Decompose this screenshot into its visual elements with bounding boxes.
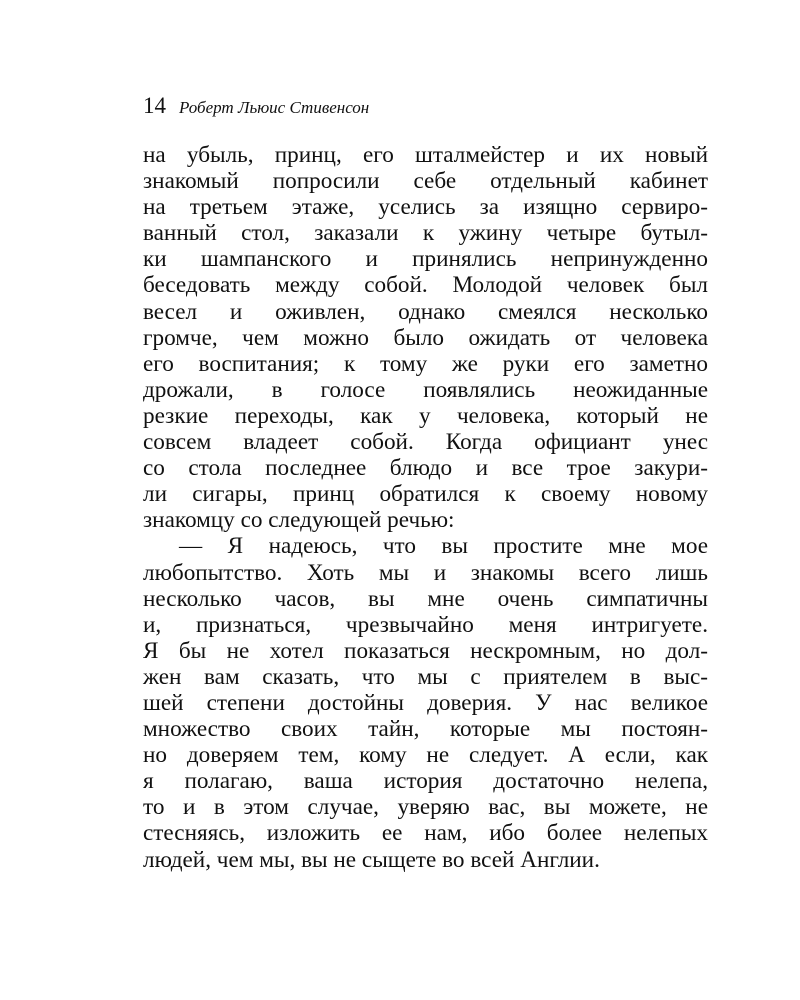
text-line: ванный стол, заказали к ужину четыре бутыл- <box>143 220 708 247</box>
text-line: шей степени достойны доверия. У нас великое <box>143 689 708 716</box>
text-line: громче, чем можно было ожидать от человека <box>143 324 708 351</box>
text-line: то и в этом случае, уверяю вас, вы можете, не <box>143 794 708 821</box>
text-line: жен вам сказать, что мы с приятелем в выс- <box>143 663 708 690</box>
page-header <box>143 93 369 123</box>
text-line: но доверяем тем, кому не следует. А если, как <box>143 742 708 769</box>
text-line: на убыль, принц, его шталмейстер и их новый <box>143 142 708 168</box>
body-text <box>143 142 708 873</box>
text-line: — Я надеюсь, что вы простите мне мое <box>179 533 708 560</box>
text-line: стесняясь, изложить ее нам, ибо более нелепых <box>143 820 708 847</box>
page-number: 14 <box>143 93 166 118</box>
text-line: дрожали, в голосе появлялись неожиданные <box>143 376 708 403</box>
text-line: беседовать между собой. Молодой человек был <box>143 272 708 299</box>
text-line: резкие переходы, как у человека, который не <box>143 402 708 429</box>
text-line: несколько часов, вы мне очень симпатичны <box>143 585 708 612</box>
text-line: знакомый попросили себе отдельный кабинет <box>143 168 708 195</box>
text-line: ки шампанского и принялись непринужденно <box>143 246 708 273</box>
text-line: совсем владеет собой. Когда официант унес <box>143 429 708 456</box>
text-line: я полагаю, ваша история достаточно нелепа, <box>143 768 708 795</box>
text-line: ли сигары, принц обратился к своему новому <box>143 481 708 508</box>
text-line: на третьем этаже, уселись за изящно сервиро- <box>143 194 708 221</box>
text-line: и, признаться, чрезвычайно меня интригуете. <box>143 611 708 638</box>
text-line: Я бы не хотел показаться нескромным, но дол- <box>143 637 708 664</box>
text-line: весел и оживлен, однако смеялся несколько <box>143 298 708 325</box>
text-line: множество своих тайн, которые мы постоян- <box>143 716 708 743</box>
text-line: со стола последнее блюдо и все трое закури- <box>143 455 708 482</box>
text-line: людей, чем мы, вы не сыщете во всей Англии. <box>143 846 600 873</box>
text-line: знакомцу со следующей речью: <box>143 507 455 534</box>
text-line: его воспитания; к тому же руки его заметно <box>143 350 708 377</box>
text-line: любопытство. Хоть мы и знакомы всего лишь <box>143 559 708 586</box>
running-head-author: Роберт Льюис Стивенсон <box>179 98 370 117</box>
